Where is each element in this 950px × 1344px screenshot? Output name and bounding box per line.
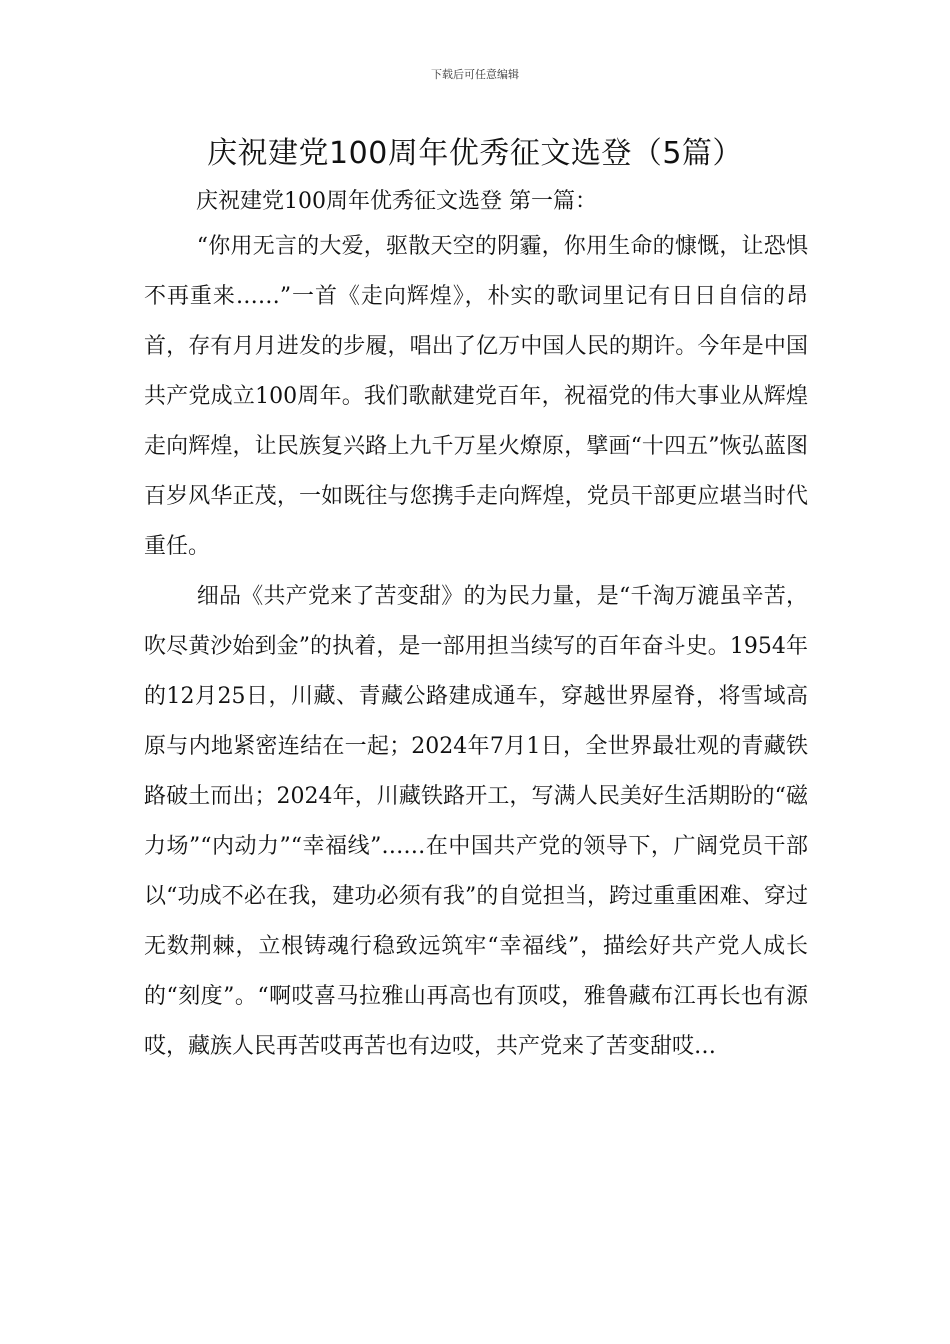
paragraph: 细品《共产党来了苦变甜》的为民力量，是“千淘万漉虽辛苦，吹尽黄沙始到金”的执着，是一部用担当续写的百年奋斗史。1954年的12月25日，川藏、青藏公路建成通车，穿越世界屋脊，将雪域高原与内地紧密连结在一起；2024年7月1日，全世界最壮观的青藏铁路破土而出；2024年，川藏铁路开工，写满人民美好生活期盼的“磁力场”“内动力”“幸福线”……在中国共产党的领导下，广阔党员干部以“功成不必在我，建功必须有我”的自觉担当，跨过重重困难、穿过无数荆棘，立根铸魂行稳致远筑牢“幸福线”，描绘好共产党人成长的“刻度”。“啊哎喜马拉雅山再高也有顶哎，雅鲁藏布江再长也有源哎，藏族人民再苦哎再苦也有边哎，共产党来了苦变甜哎… xyxy=(144,584,808,1059)
article-body xyxy=(144,222,808,1072)
download-editable-note: 下载后可任意编辑 xyxy=(431,68,519,81)
article-subtitle: 庆祝建党100周年优秀征文选登 第一篇： xyxy=(196,189,597,214)
document-title: 庆祝建党100周年优秀征文选登（5篇） xyxy=(207,136,743,171)
paragraph: “你用无言的大爱，驱散天空的阴霾，你用生命的慷慨，让恐惧不再重来……”一首《走向辉煌》，朴实的歌词里记有日日自信的昂首，存有月月进发的步履，唱出了亿万中国人民的期许。今年是中国共产党成立100周年。我们歌献建党百年，祝福党的伟大事业从辉煌走向辉煌，让民族复兴路上九千万星火燎原，擘画“十四五”恢弘蓝图百岁风华正茂，一如既往与您携手走向辉煌，党员干部更应堪当时代重任。 xyxy=(144,234,808,559)
